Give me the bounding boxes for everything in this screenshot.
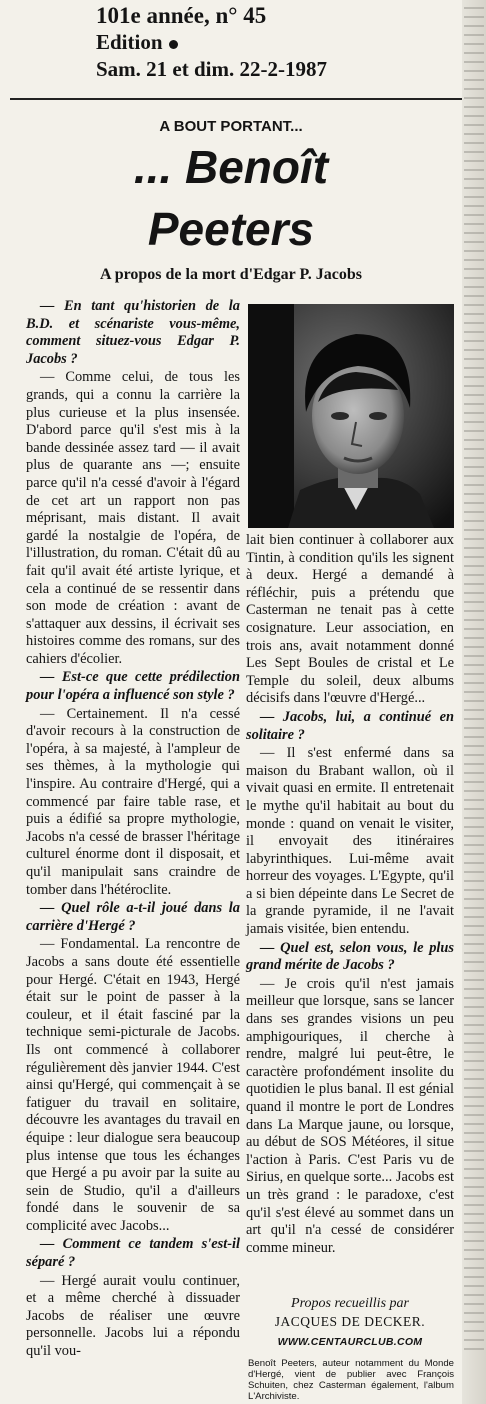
bleed-text-line <box>464 313 484 315</box>
bleed-text-line <box>464 1240 484 1242</box>
bleed-text-line <box>464 745 484 747</box>
bleed-text-line <box>464 754 484 756</box>
bleed-text-line <box>464 772 484 774</box>
bleed-text-line <box>464 259 484 261</box>
bleed-text-line <box>464 160 484 162</box>
bleed-text-line <box>464 1267 484 1269</box>
bleed-text-line <box>464 799 484 801</box>
bleed-text-line <box>464 880 484 882</box>
bleed-text-line <box>464 601 484 603</box>
bleed-text-line <box>464 673 484 675</box>
author-bio-note: Benoît Peeters, auteur notamment du Monde d'Hergé, vient de publier avec François Schuiten, chez Casterman également, l'album L'Archiviste. <box>248 1358 454 1402</box>
bleed-text-line <box>464 943 484 945</box>
bleed-text-line <box>464 439 484 441</box>
bleed-text-line <box>464 133 484 135</box>
edition-label-line <box>96 29 468 56</box>
bleed-text-line <box>464 1078 484 1080</box>
bleed-text-line <box>464 997 484 999</box>
bleed-text-line <box>464 1285 484 1287</box>
interview-question: — Est-ce que cette prédilection pour l'opéra a influencé son style ? <box>26 669 240 704</box>
interview-answer: — Fondamental. La rencontre de Jacobs a sans doute été essentielle pour Hergé. C'était en 1943, Hergé était sur le point de passer à la couleur, et il était fasciné par la technique semi-picturale de Jacobs. Ils ont commencé à collaborer régulièrement dès janvier 1944. C'est ainsi qu'Hergé, qui commençait à se fatiguer du travail en solitaire, découvre les avantages du travail en équipe : leur dialogue sera beaucoup plus intense que tous les échanges que Hergé a pu avoir par la suite au sein de Studio, qu'il a d'ailleurs fondé dans le souvenir de sa complicité avec Jacobs... <box>26 936 240 1234</box>
bleed-text-line <box>464 907 484 909</box>
bleed-text-line <box>464 1042 484 1044</box>
bleed-text-line <box>464 790 484 792</box>
bleed-text-line <box>464 187 484 189</box>
edition-label: Edition <box>96 30 163 54</box>
bleed-text-line <box>464 214 484 216</box>
watermark-url: WWW.CENTAURCLUB.COM <box>277 1336 423 1348</box>
bleed-text-line <box>464 1087 484 1089</box>
portrait-photo <box>248 304 454 528</box>
bleed-text-line <box>464 169 484 171</box>
bleed-text-line <box>464 1033 484 1035</box>
bleed-text-line <box>464 484 484 486</box>
bleed-text-line <box>464 583 484 585</box>
bleed-text-line <box>464 1141 484 1143</box>
bleed-text-line <box>464 592 484 594</box>
bleed-text-line <box>464 718 484 720</box>
bleed-text-line <box>464 223 484 225</box>
bleed-text-line <box>464 1096 484 1098</box>
interview-question: — Quel est, selon vous, le plus grand mérite de Jacobs ? <box>246 939 454 974</box>
bleed-text-line <box>464 1204 484 1206</box>
bleed-text-line <box>464 691 484 693</box>
bleed-text-line <box>464 1024 484 1026</box>
article-headline-line-2: Peeters <box>147 203 315 255</box>
bleed-text-line <box>464 889 484 891</box>
bleed-text-line <box>464 475 484 477</box>
bleed-text-line <box>464 340 484 342</box>
bullet-icon <box>169 40 178 49</box>
bleed-text-line <box>464 1150 484 1152</box>
interview-answer: — Comme celui, de tous les grands, qui a connu la carrière la plus curieuse et la plus insensée. D'abord parce qu'il s'est mis à la bande dessinée assez tard — il avait plus de quarante ans —; ensuite parce qu'il n'a cessé d'avoir à l'égard de cet art un rapport non pas méprisant, mais distant. Il avait gardé la nostalgie de l'opéra, de l'illustration, du roman. C'était dû au fait qu'il avait été artiste lyrique, et cela a continué de se ressentir dans son mode de création : avant de s'attaquer aux dessins, il écrivait ses histoires comme des romans, sur des cahiers d'écolier. <box>26 369 240 667</box>
bleed-text-line <box>464 394 484 396</box>
bleed-text-line <box>464 331 484 333</box>
bleed-text-line <box>464 835 484 837</box>
bleed-text-line <box>464 1123 484 1125</box>
bleed-text-line <box>464 529 484 531</box>
interview-credit-line: Propos recueillis par <box>291 1296 409 1311</box>
bleed-text-line <box>464 88 484 90</box>
bleed-text-line <box>464 232 484 234</box>
bleed-text-line <box>464 646 484 648</box>
bleed-text-line <box>464 367 484 369</box>
masthead <box>96 2 468 83</box>
bleed-text-line <box>464 466 484 468</box>
bleed-text-line <box>464 1186 484 1188</box>
bleed-text-line <box>464 1231 484 1233</box>
portrait-illustration <box>248 304 454 528</box>
bleed-text-line <box>464 925 484 927</box>
bleed-text-line <box>464 205 484 207</box>
bleed-text-line <box>464 736 484 738</box>
bleed-text-line <box>464 853 484 855</box>
bleed-text-line <box>464 655 484 657</box>
interview-answer-continued: lait bien continuer à collaborer aux Tintin, à condition qu'ils les signent à deux. Hergé a demandé à réfléchir, puis a prétendu que Casterman ne tenait pas à cette cosignature. Leur association, en trois ans, avait notamment donné Les Sept Boules de cristal et Le Temple du soleil, deux albums décisifs dans l'œuvre d'Hergé... <box>246 532 454 707</box>
bleed-text-line <box>464 304 484 306</box>
bleed-text-line <box>464 1303 484 1305</box>
bleed-text-line <box>464 322 484 324</box>
interview-answer: — Il s'est enfermé dans sa maison du Brabant wallon, où il vivait quasi en ermite. Il entretenait le mythe qu'il habitait au bout du monde : quand on venait le visiter, il envoyait des itinéraires labyrinthiques. Lui-même avait horreur des voyages. L'Egypte, qu'il a si bien dépeinte dans Le Secret de la grande pyramide, il ne l'avait jamais visitée, bien entendu. <box>246 745 454 938</box>
bleed-text-line <box>464 781 484 783</box>
bleed-text-line <box>464 898 484 900</box>
bleed-text-line <box>464 1159 484 1161</box>
bleed-text-line <box>464 862 484 864</box>
bleed-text-line <box>464 916 484 918</box>
bleed-text-line <box>464 1222 484 1224</box>
bleed-text-line <box>464 637 484 639</box>
interview-question: — Jacobs, lui, a continué en solitaire ? <box>246 708 454 743</box>
bleed-text-line <box>464 376 484 378</box>
bleed-text-line <box>464 709 484 711</box>
bleed-text-line <box>464 970 484 972</box>
bleed-text-line <box>464 106 484 108</box>
bleed-text-line <box>464 1069 484 1071</box>
bleed-text-line <box>464 196 484 198</box>
interview-question: — Quel rôle a-t-il joué dans la carrière d'Hergé ? <box>26 900 240 934</box>
bleed-text-line <box>464 520 484 522</box>
bleed-text-line <box>464 457 484 459</box>
bleed-text-line <box>464 844 484 846</box>
interviewer-name: JACQUES DE DECKER. <box>274 1314 426 1329</box>
bleed-text-line <box>464 1051 484 1053</box>
article-headline-line-1: ... Benoît <box>133 141 329 193</box>
bleed-text-line <box>464 1006 484 1008</box>
bleed-text-line <box>464 1294 484 1296</box>
article-column-right <box>246 532 454 1257</box>
interview-question: — En tant qu'historien de la B.D. et scénariste vous-même, comment situez-vous Edgar P. Jacobs ? <box>26 298 240 367</box>
bleed-text-line <box>464 286 484 288</box>
bleed-text-line <box>464 1114 484 1116</box>
article-kicker: A BOUT PORTANT... <box>159 118 303 135</box>
bleed-text-line <box>464 682 484 684</box>
bleed-text-line <box>464 556 484 558</box>
bleed-text-line <box>464 610 484 612</box>
interview-answer: — Certainement. Il n'a cessé d'avoir recours à la construction de l'opéra, à sa majesté, à l'ampleur de ses thèmes, à la mythologie qui l'inspire. Au contraire d'Hergé, qui a commencé par faire table rase, et puis a édifié sa propre mythologie, Jacobs n'a cessé de brasser l'héritage culturel énorme dont il disposait, et qu'il manipulait sans craindre de tomber dans l'hétéroclite. <box>26 705 240 898</box>
bleed-text-line <box>464 142 484 144</box>
bleed-text-line <box>464 1015 484 1017</box>
bleed-text-line <box>464 1321 484 1323</box>
interview-answer: — Je crois qu'il n'est jamais meilleur que lorsque, sans se lancer dans ses grandes visions un peu amphigouriques, il cherche à rendre, malgré lui peut-être, le caractère profondément insolite du quotidien le plus banal. Il est génial quand il montre le port de Londres dans La Marque jaune, ou lorsque, au début de SOS Météores, il situe l'action à Paris. C'est Paris vu de Sirius, en quelque sorte... Jacobs est un très grand : le paradoxe, c'est qu'il s'est élevé au sommet dans un art qu'il n'a cessé de considérer comme mineur. <box>246 975 454 1256</box>
issue-date: Sam. 21 et dim. 22-2-1987 <box>96 57 327 81</box>
bleed-text-line <box>464 502 484 504</box>
bleed-text-line <box>464 934 484 936</box>
bleed-text-line <box>464 619 484 621</box>
bleed-text-line <box>464 250 484 252</box>
bleed-text-line <box>464 1132 484 1134</box>
interview-question: — Comment ce tandem s'est-il séparé ? <box>26 1236 240 1271</box>
bleed-text-line <box>464 385 484 387</box>
bleed-text-line <box>464 421 484 423</box>
bleed-text-line <box>464 763 484 765</box>
bleed-text-line <box>464 115 484 117</box>
bleed-text-line <box>464 295 484 297</box>
bleed-text-line <box>464 151 484 153</box>
bleed-text-line <box>464 1348 484 1350</box>
bleed-text-line <box>464 628 484 630</box>
bleed-text-line <box>464 349 484 351</box>
adjacent-page-bleed <box>462 0 486 1404</box>
bleed-text-line <box>464 1195 484 1197</box>
bleed-text-line <box>464 1249 484 1251</box>
bleed-text-line <box>464 817 484 819</box>
bleed-text-line <box>464 961 484 963</box>
bleed-text-line <box>464 97 484 99</box>
bleed-text-line <box>464 403 484 405</box>
article-subhead: A propos de la mort d'Edgar P. Jacobs <box>100 266 362 283</box>
edition-number: 101e année, n° 45 <box>96 3 267 28</box>
bleed-text-line <box>464 493 484 495</box>
bleed-text-line <box>464 979 484 981</box>
bleed-text-line <box>464 547 484 549</box>
bleed-text-line <box>464 1213 484 1215</box>
bleed-text-line <box>464 1276 484 1278</box>
bleed-text-line <box>464 538 484 540</box>
bleed-text-line <box>464 448 484 450</box>
bleed-text-line <box>464 124 484 126</box>
bleed-text-line <box>464 1105 484 1107</box>
bleed-text-line <box>464 1258 484 1260</box>
bleed-text-line <box>464 178 484 180</box>
bleed-text-line <box>464 1312 484 1314</box>
bleed-text-line <box>464 277 484 279</box>
bleed-text-line <box>464 808 484 810</box>
bleed-text-line <box>464 1339 484 1341</box>
bleed-text-line <box>464 700 484 702</box>
bleed-text-line <box>464 988 484 990</box>
bleed-text-line <box>464 268 484 270</box>
bleed-text-line <box>464 826 484 828</box>
bleed-text-line <box>464 871 484 873</box>
bleed-text-line <box>464 727 484 729</box>
bleed-text-line <box>464 1168 484 1170</box>
masthead-rule <box>10 98 462 100</box>
bleed-text-line <box>464 565 484 567</box>
bleed-text-line <box>464 1060 484 1062</box>
bleed-text-line <box>464 511 484 513</box>
bleed-text-line <box>464 1177 484 1179</box>
bleed-text-line <box>464 1330 484 1332</box>
bleed-text-line <box>464 241 484 243</box>
bleed-text-line <box>464 430 484 432</box>
bleed-text-line <box>464 574 484 576</box>
bleed-text-line <box>464 358 484 360</box>
article-column-left <box>26 298 240 1361</box>
interview-answer: — Hergé aurait voulu continuer, et a même cherché à dissuader Jacobs de réaliser une œuvre personnelle. Jacobs lui a répondu qu'il vou- <box>26 1272 240 1360</box>
bleed-text-line <box>464 664 484 666</box>
bleed-text-line <box>464 412 484 414</box>
bleed-text-line <box>464 952 484 954</box>
